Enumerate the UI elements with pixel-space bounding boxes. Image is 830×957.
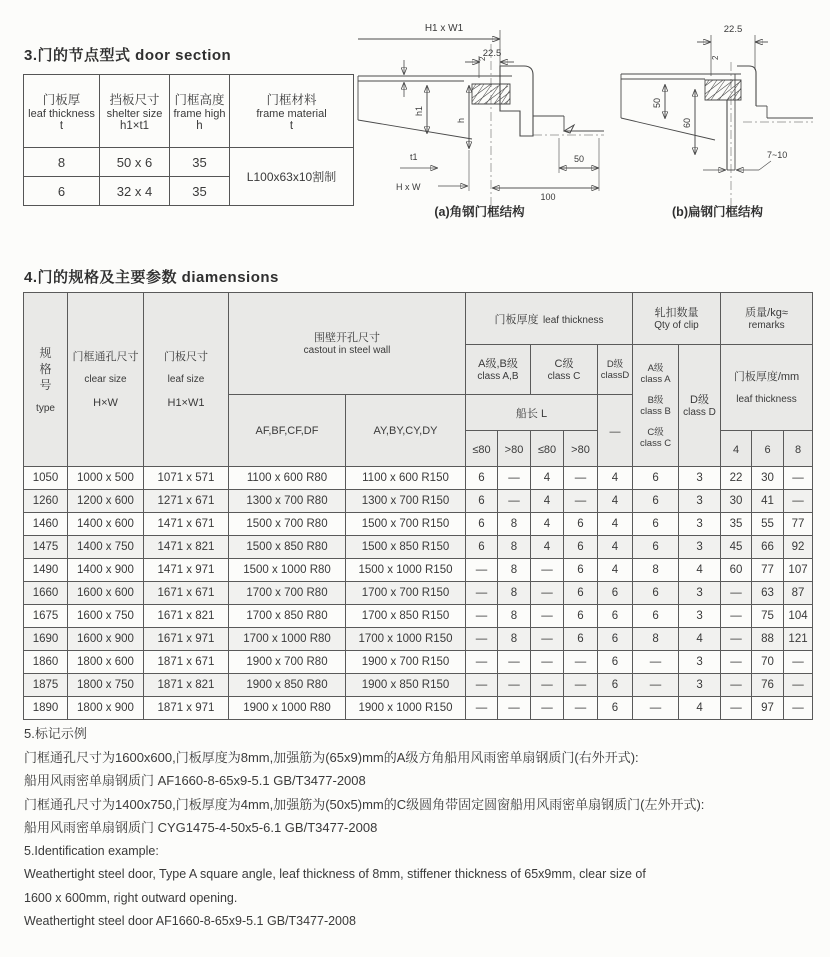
spec-cell: 8 — [498, 513, 531, 536]
spec-cell: 1700 x 700 R80 — [229, 582, 346, 605]
t1-cell: 32 x 4 — [100, 177, 170, 206]
door-section-table — [23, 74, 354, 206]
spec-type-cell: 1875 — [24, 674, 68, 697]
spec-cell: 1500 x 700 R80 — [229, 513, 346, 536]
spec-cell: — — [531, 674, 564, 697]
spec-cell: 87 — [784, 582, 813, 605]
spec-cell: 6 — [564, 605, 598, 628]
spec-cell: — — [564, 490, 598, 513]
spec-cell: 1871 x 821 — [144, 674, 229, 697]
spec-cell: 4 — [598, 490, 633, 513]
t2-header-leaf-size: 门板尺寸 leaf size H1×W1 — [144, 293, 229, 467]
spec-cell: — — [633, 674, 679, 697]
spec-cell: 1500 x 700 R150 — [346, 513, 466, 536]
spec-cell: 1600 x 900 — [68, 628, 144, 651]
spec-cell: 6 — [598, 674, 633, 697]
spec-cell: 1900 x 1000 R80 — [229, 697, 346, 720]
spec-cell: 1471 x 971 — [144, 559, 229, 582]
spec-cell: — — [531, 628, 564, 651]
spec-cell: 1700 x 850 R150 — [346, 605, 466, 628]
svg-text:2: 2 — [711, 55, 720, 60]
svg-text:7~10: 7~10 — [767, 150, 788, 160]
svg-text:50: 50 — [652, 97, 662, 108]
figure-a-drawing — [352, 18, 607, 210]
spec-type-cell: 1490 — [24, 559, 68, 582]
spec-cell: — — [531, 559, 564, 582]
spec-cell: 6 — [598, 651, 633, 674]
spec-cell: 8 — [498, 605, 531, 628]
spec-row — [24, 697, 813, 720]
spec-cell: — — [633, 651, 679, 674]
spec-cell: 3 — [679, 582, 721, 605]
spec-cell: 6 — [466, 490, 498, 513]
spec-cell: 77 — [752, 559, 784, 582]
spec-cell: — — [721, 697, 752, 720]
spec-cell: — — [466, 605, 498, 628]
fig-a-vertical-dimensions — [414, 86, 469, 148]
spec-row — [24, 628, 813, 651]
spec-cell: 1100 x 600 R150 — [346, 467, 466, 490]
spec-cell: 4 — [598, 513, 633, 536]
note-line: 船用风雨密单扇钢质门 CYG1475-4-50x5-6.1 GB/T3477-2008 — [24, 820, 378, 835]
identification-notes — [24, 722, 814, 934]
note-line: 门框通孔尺寸为1400x750,门板厚度为4mm,加强筋为(50x5)mm的C级圆角带固定圆窗船用风雨密单扇钢质门(左外开式): — [24, 796, 705, 812]
spec-cell: 1100 x 600 R80 — [229, 467, 346, 490]
t2-header-remarks: 质量/kg≈ remarks — [721, 293, 813, 345]
spec-cell: 8 — [498, 582, 531, 605]
spec-cell: 88 — [752, 628, 784, 651]
spec-cell: 35 — [721, 513, 752, 536]
svg-text:50: 50 — [573, 154, 585, 164]
spec-cell: 1700 x 1000 R80 — [229, 628, 346, 651]
t2-header-row-1 — [24, 293, 813, 345]
spec-cell: 6 — [598, 582, 633, 605]
spec-cell: 45 — [721, 536, 752, 559]
spec-cell: 6 — [466, 513, 498, 536]
spec-cell: — — [531, 582, 564, 605]
spec-cell: 6 — [466, 536, 498, 559]
figure-a-angle-steel-frame — [352, 18, 607, 210]
spec-cell: 6 — [633, 513, 679, 536]
t2-header-clip-class-abc: A级 class A B级 class B C级 class C — [633, 345, 679, 467]
fig-b-top-dimension — [697, 24, 768, 76]
fig-b-door-leaf-section — [621, 74, 741, 140]
spec-cell: — — [784, 651, 813, 674]
note-line: 5.Identification example: — [24, 843, 159, 858]
spec-row — [24, 536, 813, 559]
spec-cell: 1900 x 850 R80 — [229, 674, 346, 697]
spec-cell: 1471 x 821 — [144, 536, 229, 559]
svg-text:60: 60 — [682, 117, 692, 128]
spec-type-cell: 1260 — [24, 490, 68, 513]
spec-row — [24, 467, 813, 490]
figure-b-caption: (b)扁钢门框结构 — [672, 205, 763, 219]
t1-material-cell: L100x63x10割制 — [230, 148, 354, 206]
spec-cell: 1900 x 850 R150 — [346, 674, 466, 697]
t1-header-shelter-size: 挡板尺寸 shelter size h1×t1 — [100, 75, 170, 148]
spec-cell: 1000 x 500 — [68, 467, 144, 490]
note-line: 5.标记示例 — [24, 726, 87, 741]
spec-cell: — — [466, 582, 498, 605]
t2-header-class-d: D级 classD — [598, 345, 633, 395]
figure-b-drawing — [615, 18, 820, 210]
spec-cell: 6 — [564, 582, 598, 605]
spec-cell: — — [498, 651, 531, 674]
t2-header-castout-af: AF,BF,CF,DF — [229, 395, 346, 467]
spec-cell: 1900 x 700 R150 — [346, 651, 466, 674]
t1-cell: 35 — [170, 148, 230, 177]
t1-cell: 6 — [24, 177, 100, 206]
spec-cell: 30 — [721, 490, 752, 513]
section3-title: 3.门的节点型式 door section — [24, 47, 232, 64]
spec-cell: 1671 x 821 — [144, 605, 229, 628]
spec-cell: 1700 x 1000 R150 — [346, 628, 466, 651]
spec-cell: — — [721, 628, 752, 651]
t2-header-leaf-thickness: 门板厚度 leaf thickness — [466, 293, 633, 345]
spec-cell: 8 — [498, 628, 531, 651]
spec-type-cell: 1690 — [24, 628, 68, 651]
spec-cell: 1900 x 1000 R150 — [346, 697, 466, 720]
figure-a-caption: (a)角钢门框结构 — [434, 205, 525, 219]
fig-b-vertical-dimensions — [652, 85, 695, 154]
t2-header-thickness-4: 4 — [721, 431, 752, 467]
t2-header-class-ab: A级,B级 class A,B — [466, 345, 531, 395]
spec-cell: — — [466, 559, 498, 582]
t2-header-qty-of-clip: 轧扣数量 Qty of clip — [633, 293, 721, 345]
spec-cell: 1500 x 850 R150 — [346, 536, 466, 559]
note-line: Weathertight steel door, Type A square angle, leaf thickness of 8mm, stiffener thickness of 65x9mm, clear size of — [24, 867, 646, 881]
spec-cell: — — [531, 697, 564, 720]
note-line: 船用风雨密单扇钢质门 AF1660-8-65x9-5.1 GB/T3477-2008 — [24, 773, 366, 788]
spec-cell: 6 — [466, 467, 498, 490]
spec-cell: — — [564, 651, 598, 674]
t1-cell: 8 — [24, 148, 100, 177]
dimensions-table-body — [24, 467, 813, 720]
t2-header-class-d-dash: — — [598, 395, 633, 467]
spec-cell: 1671 x 971 — [144, 628, 229, 651]
spec-cell: 8 — [633, 628, 679, 651]
spec-cell: 8 — [498, 559, 531, 582]
spec-cell: 70 — [752, 651, 784, 674]
spec-cell: 4 — [598, 559, 633, 582]
t2-header-clip-class-d: D级 class D — [679, 345, 721, 467]
spec-cell: — — [784, 467, 813, 490]
spec-cell: — — [466, 628, 498, 651]
spec-cell: 6 — [633, 536, 679, 559]
spec-row — [24, 582, 813, 605]
spec-cell: 66 — [752, 536, 784, 559]
spec-cell: — — [721, 582, 752, 605]
spec-cell: 1400 x 900 — [68, 559, 144, 582]
spec-cell: 1871 x 971 — [144, 697, 229, 720]
spec-cell: 1671 x 671 — [144, 582, 229, 605]
spec-cell: 1800 x 600 — [68, 651, 144, 674]
fig-b-gap-dimension — [703, 150, 787, 170]
spec-cell: 1600 x 600 — [68, 582, 144, 605]
t2-header-gt80-c: >80 — [564, 431, 598, 467]
dimensions-table — [23, 292, 813, 720]
spec-cell: 3 — [679, 651, 721, 674]
t1-cell: 50 x 6 — [100, 148, 170, 177]
spec-cell: 8 — [633, 559, 679, 582]
spec-cell: 60 — [721, 559, 752, 582]
t2-header-le80-c: ≤80 — [531, 431, 564, 467]
spec-cell: 4 — [531, 467, 564, 490]
spec-cell: 3 — [679, 674, 721, 697]
spec-cell: — — [466, 674, 498, 697]
svg-text:H1 x W1: H1 x W1 — [424, 23, 464, 34]
spec-cell: 30 — [752, 467, 784, 490]
spec-row — [24, 559, 813, 582]
t2-header-class-c: C级 class C — [531, 345, 598, 395]
spec-cell: 121 — [784, 628, 813, 651]
t1-header-row — [24, 75, 354, 148]
spec-cell: 6 — [598, 628, 633, 651]
spec-cell: 4 — [598, 536, 633, 559]
spec-cell: 1800 x 900 — [68, 697, 144, 720]
spec-cell: 1700 x 700 R150 — [346, 582, 466, 605]
spec-cell: 1871 x 671 — [144, 651, 229, 674]
spec-row — [24, 513, 813, 536]
spec-cell: 3 — [679, 490, 721, 513]
spec-cell: 4 — [679, 559, 721, 582]
spec-cell: — — [784, 490, 813, 513]
spec-cell: — — [498, 467, 531, 490]
spec-cell: 1900 x 700 R80 — [229, 651, 346, 674]
spec-type-cell: 1050 — [24, 467, 68, 490]
spec-cell: — — [498, 697, 531, 720]
spec-cell: — — [466, 697, 498, 720]
spec-cell: — — [564, 697, 598, 720]
spec-cell: 3 — [679, 467, 721, 490]
spec-cell: 4 — [531, 536, 564, 559]
spec-cell: — — [531, 605, 564, 628]
spec-cell: 6 — [633, 582, 679, 605]
t2-header-ship-length: 船长 L — [466, 395, 598, 431]
note-line: 门框通孔尺寸为1600x600,门板厚度为8mm,加强筋为(65x9)mm的A级方角船用风雨密单扇钢质门(右外开式): — [24, 749, 639, 765]
spec-cell: 6 — [633, 605, 679, 628]
svg-text:22.5: 22.5 — [723, 24, 743, 35]
t1-header-leaf-thickness: 门板厚 leaf thickness t — [24, 75, 100, 148]
spec-row — [24, 674, 813, 697]
t2-header-clear-size: 门框通孔尺寸 clear size H×W — [68, 293, 144, 467]
note-line: 1600 x 600mm, right outward opening. — [24, 890, 238, 905]
spec-cell: 1300 x 700 R80 — [229, 490, 346, 513]
fig-a-top-dimension — [358, 23, 514, 78]
spec-cell: — — [564, 467, 598, 490]
spec-cell: 1200 x 600 — [68, 490, 144, 513]
t2-header-type: 规 格 号 type — [24, 293, 68, 467]
spec-cell: 1600 x 750 — [68, 605, 144, 628]
spec-cell: 4 — [679, 697, 721, 720]
spec-cell: — — [531, 651, 564, 674]
fig-a-frame-profile — [491, 44, 533, 206]
t1-row — [24, 148, 354, 177]
spec-cell: 41 — [752, 490, 784, 513]
spec-cell: 6 — [598, 605, 633, 628]
fig-b-gasket-hatched — [705, 80, 741, 100]
figure-b-flat-steel-frame — [615, 18, 820, 210]
spec-cell: 55 — [752, 513, 784, 536]
t2-header-castout-ay: AY,BY,CY,DY — [346, 395, 466, 467]
spec-cell: 76 — [752, 674, 784, 697]
spec-cell: 104 — [784, 605, 813, 628]
spec-cell: 3 — [679, 605, 721, 628]
spec-cell: 6 — [564, 536, 598, 559]
t2-header-thickness-6: 6 — [752, 431, 784, 467]
spec-cell: 4 — [531, 513, 564, 536]
spec-cell: 92 — [784, 536, 813, 559]
svg-text:h: h — [456, 117, 466, 123]
spec-cell: 8 — [498, 536, 531, 559]
spec-type-cell: 1460 — [24, 513, 68, 536]
svg-text:h1: h1 — [414, 105, 424, 116]
spec-cell: 63 — [752, 582, 784, 605]
spec-cell: 1071 x 571 — [144, 467, 229, 490]
spec-cell: — — [633, 697, 679, 720]
spec-cell: 107 — [784, 559, 813, 582]
spec-type-cell: 1860 — [24, 651, 68, 674]
spec-cell: 1500 x 1000 R150 — [346, 559, 466, 582]
section4-title: 4.门的规格及主要参数 diamensions — [24, 269, 279, 286]
spec-cell: 1500 x 1000 R80 — [229, 559, 346, 582]
spec-type-cell: 1660 — [24, 582, 68, 605]
svg-text:100: 100 — [540, 192, 556, 202]
svg-text:22.5: 22.5 — [482, 48, 502, 59]
spec-cell: 77 — [784, 513, 813, 536]
t1-header-frame-material: 门框材料 frame material t — [230, 75, 354, 148]
spec-cell: 3 — [679, 536, 721, 559]
fig-b-bulkhead — [743, 106, 813, 122]
spec-cell: 1471 x 671 — [144, 513, 229, 536]
spec-cell: 1400 x 600 — [68, 513, 144, 536]
spec-cell: 6 — [633, 490, 679, 513]
spec-cell: 1271 x 671 — [144, 490, 229, 513]
spec-cell: — — [498, 490, 531, 513]
t2-header-thickness-8: 8 — [784, 431, 813, 467]
spec-row — [24, 651, 813, 674]
spec-cell: 4 — [598, 467, 633, 490]
note-line: Weathertight steel door AF1660-8-65x9-5.1 GB/T3477-2008 — [24, 914, 356, 928]
spec-cell: — — [498, 674, 531, 697]
svg-text:H x W: H x W — [396, 182, 421, 192]
spec-cell: 4 — [531, 490, 564, 513]
spec-cell: 1800 x 750 — [68, 674, 144, 697]
fig-b-flat-bar-frame — [727, 62, 756, 206]
t2-header-le80-ab: ≤80 — [466, 431, 498, 467]
spec-cell: — — [564, 674, 598, 697]
spec-cell: 22 — [721, 467, 752, 490]
spec-cell: 3 — [679, 513, 721, 536]
spec-cell: — — [721, 674, 752, 697]
spec-row — [24, 490, 813, 513]
spec-cell: — — [784, 697, 813, 720]
t2-header-mass-leaf-thickness: 门板厚度/mm leaf thickness — [721, 345, 813, 431]
spec-cell: 6 — [564, 513, 598, 536]
svg-text:2: 2 — [478, 56, 487, 61]
t2-header-castout: 围壁开孔尺寸 castout in steel wall — [229, 293, 466, 395]
spec-type-cell: 1475 — [24, 536, 68, 559]
t2-header-gt80-ab: >80 — [498, 431, 531, 467]
spec-cell: 1700 x 850 R80 — [229, 605, 346, 628]
t1-header-frame-high: 门框高度 frame high h — [170, 75, 230, 148]
spec-cell: 6 — [633, 467, 679, 490]
spec-cell: — — [721, 651, 752, 674]
spec-type-cell: 1675 — [24, 605, 68, 628]
spec-cell: — — [721, 605, 752, 628]
spec-cell: 6 — [564, 559, 598, 582]
spec-row — [24, 605, 813, 628]
spec-cell: 1400 x 750 — [68, 536, 144, 559]
spec-cell: — — [784, 674, 813, 697]
fig-a-bulkhead — [533, 116, 604, 135]
spec-type-cell: 1890 — [24, 697, 68, 720]
spec-cell: 4 — [679, 628, 721, 651]
spec-cell: 1500 x 850 R80 — [229, 536, 346, 559]
spec-cell: 75 — [752, 605, 784, 628]
t1-cell: 35 — [170, 177, 230, 206]
spec-cell: 6 — [598, 697, 633, 720]
svg-text:t1: t1 — [410, 152, 418, 162]
spec-cell: 6 — [564, 628, 598, 651]
spec-cell: 1300 x 700 R150 — [346, 490, 466, 513]
spec-cell: 97 — [752, 697, 784, 720]
fig-a-bottom-dimensions — [396, 138, 599, 202]
spec-cell: — — [466, 651, 498, 674]
